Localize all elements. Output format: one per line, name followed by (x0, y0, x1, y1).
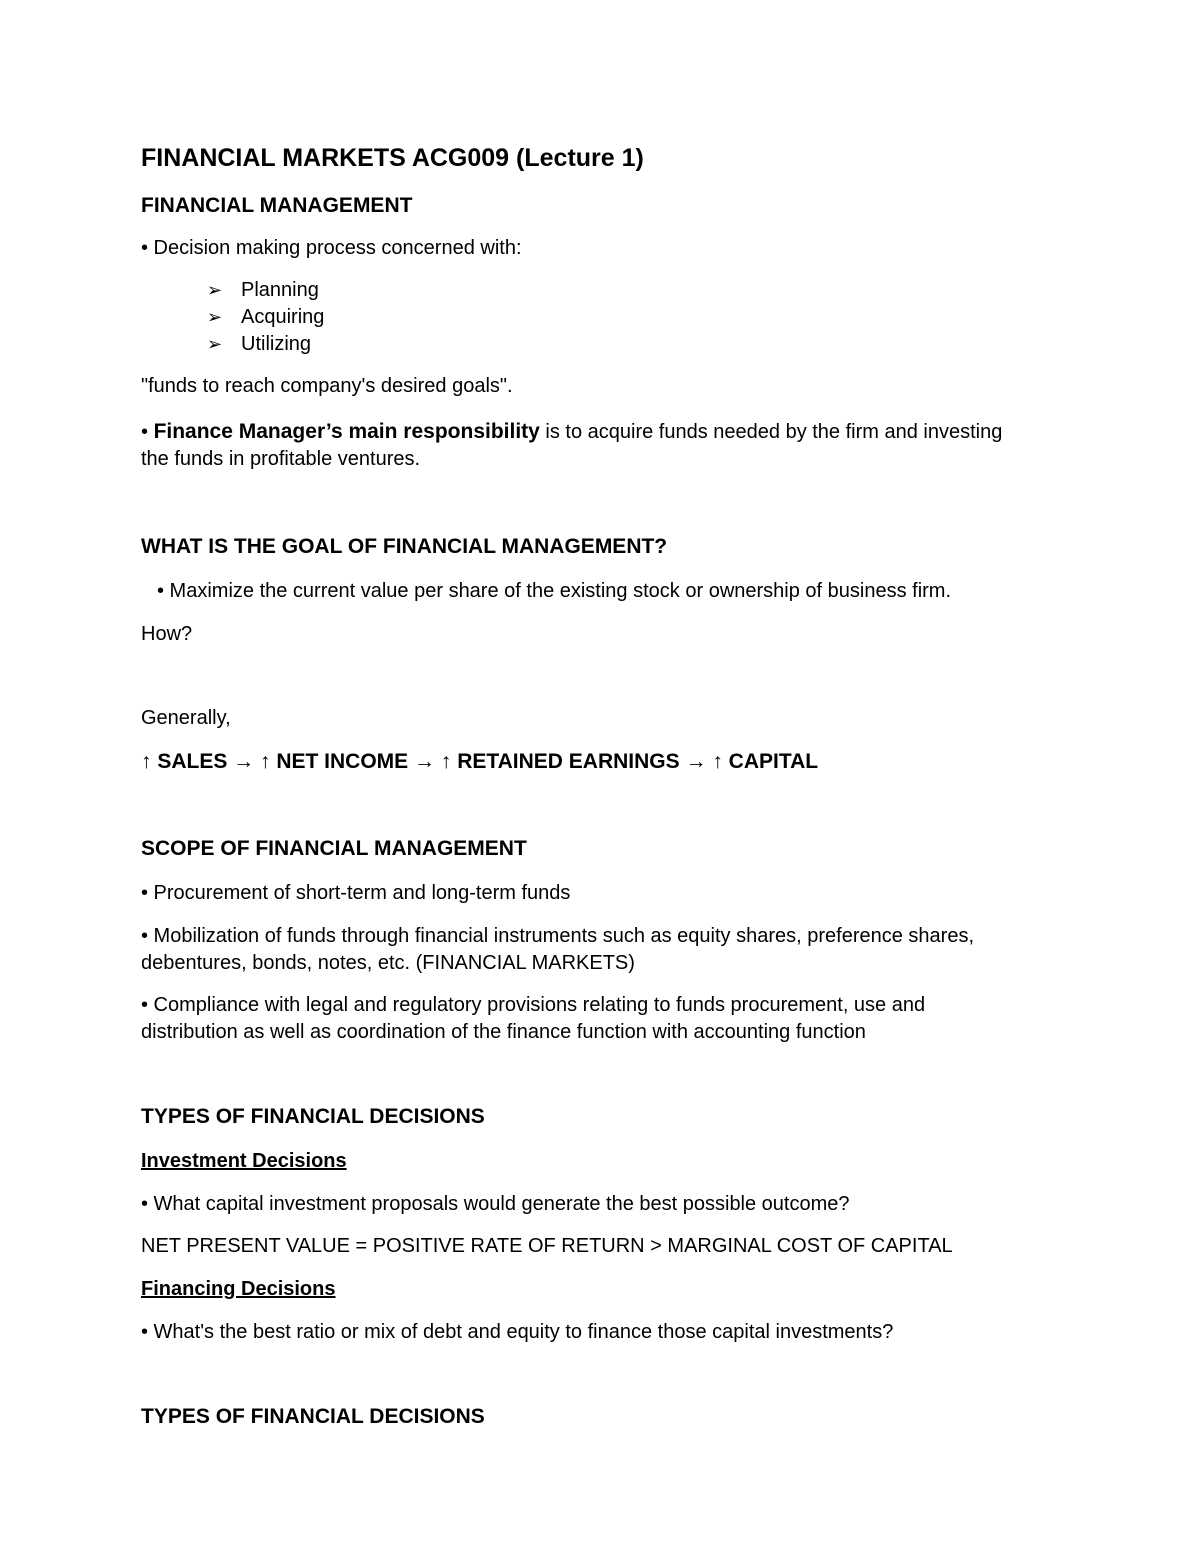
list-item-label: Utilizing (241, 333, 312, 355)
responsibility-text: is to acquire funds needed by the firm and investing the funds in profitable ventures. (141, 421, 1003, 470)
financing-question: • What's the best ratio or mix of debt and equity to finance those capital investments? (141, 1321, 894, 1343)
heading-types-of-decisions-2: TYPES OF FINANCIAL DECISIONS (141, 1405, 485, 1428)
finance-manager-paragraph (141, 418, 1021, 473)
heading-financial-management: FINANCIAL MANAGEMENT (141, 194, 413, 217)
maximize-bullet: • Maximize the current value per share of the existing stock or ownership of business firm. (157, 580, 952, 602)
list-item-planning (207, 277, 1147, 304)
page-title: FINANCIAL MARKETS ACG009 (Lecture 1) (141, 144, 644, 172)
arrow-bullet-icon: ➢ (207, 280, 223, 300)
list-item-label: Planning (241, 279, 319, 301)
scope-point-mobilization: • Mobilization of funds through financial instruments such as equity shares, preference shares, debentures, bonds, notes, etc. (FINANCIAL MARKETS) (141, 925, 974, 974)
responsibility-bold: Finance Manager’s main responsibility (153, 420, 540, 443)
investment-decisions-heading: Investment Decisions (141, 1150, 347, 1172)
decision-making-bullet: • Decision making process concerned with: (141, 237, 522, 259)
heading-types-of-decisions: TYPES OF FINANCIAL DECISIONS (141, 1105, 485, 1128)
financing-decisions-heading: Financing Decisions (141, 1278, 336, 1300)
list-item-acquiring (207, 304, 1147, 331)
bullet: • (141, 421, 154, 443)
scope-point-procurement: • Procurement of short-term and long-term funds (141, 882, 571, 904)
heading-goal: WHAT IS THE GOAL OF FINANCIAL MANAGEMENT? (141, 535, 668, 558)
list-item-utilizing (207, 331, 1147, 358)
investment-question: • What capital investment proposals would generate the best possible outcome? (141, 1193, 850, 1215)
list-item-label: Acquiring (241, 306, 325, 328)
arrow-bullet-icon: ➢ (207, 334, 223, 354)
heading-scope: SCOPE OF FINANCIAL MANAGEMENT (141, 837, 527, 860)
arrow-bullet-icon: ➢ (207, 307, 223, 327)
npv-formula: NET PRESENT VALUE = POSITIVE RATE OF RETURN > MARGINAL COST OF CAPITAL (141, 1235, 953, 1257)
how-text: How? (141, 623, 193, 645)
scope-point-compliance: • Compliance with legal and regulatory provisions relating to funds procurement, use and distribution as well as coordination of the finance function with accounting function (141, 994, 926, 1043)
generally-text: Generally, (141, 707, 231, 729)
funds-quote: "funds to reach company's desired goals". (141, 375, 513, 397)
growth-chain: ↑ SALES → ↑ NET INCOME → ↑ RETAINED EARNINGS → ↑ CAPITAL (141, 750, 819, 773)
